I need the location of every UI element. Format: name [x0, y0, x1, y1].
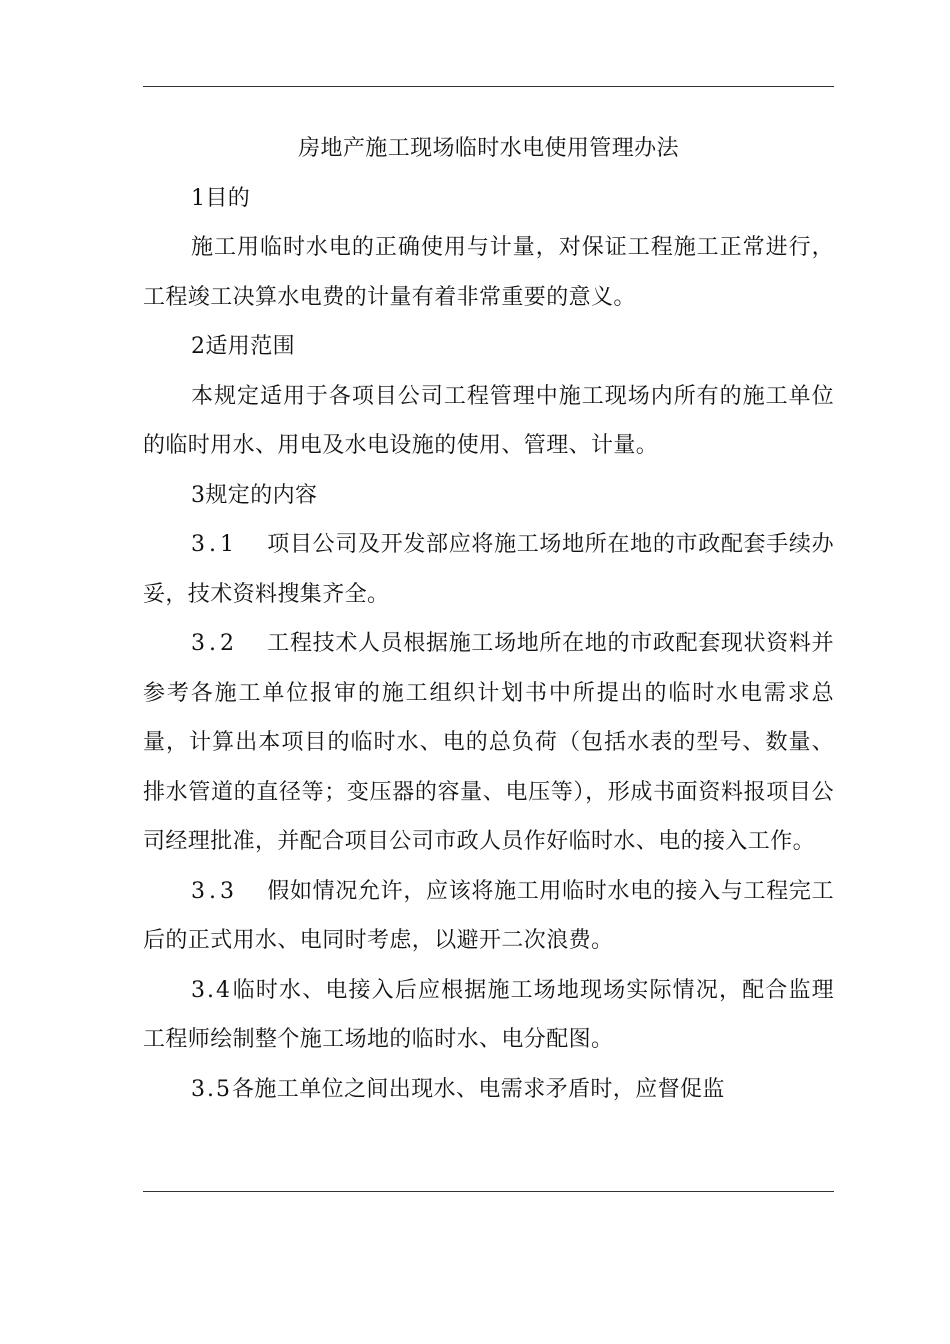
clause-3-1: [143, 520, 834, 619]
clause-3-3: [143, 867, 834, 966]
clause-number: 3.5: [191, 1076, 232, 1102]
paragraph-scope: 本规定适用于各项目公司工程管理中施工现场内所有的施工单位的临时用水、用电及水电设施的使用、管理、计量。: [143, 383, 834, 458]
clause-number: 3.1: [191, 532, 238, 557]
section-heading-scope: 2适用范围: [191, 334, 295, 359]
document-body: [143, 124, 834, 1114]
clause-number: 3.4: [191, 977, 232, 1003]
clause-3-4: [143, 966, 834, 1065]
header-rule: [143, 86, 834, 87]
clause-number: 3.2: [191, 631, 238, 656]
clause-3-2: [143, 619, 834, 867]
clause-text: 临时水、电接入后应根据施工场地现场实际情况，配合监理工程师绘制整个施工场地的临时水、电分配图。: [143, 977, 834, 1052]
clause-3-5: [143, 1065, 834, 1115]
clause-number: 3.3: [191, 878, 238, 904]
section-heading-purpose: 1目的: [191, 185, 251, 211]
clause-text: 项目公司及开发部应将施工场地所在地的市政配套手续办妥，技术资料搜集齐全。: [143, 532, 834, 607]
clause-text: 工程技术人员根据施工场地所在地的市政配套现状资料并参考各施工单位报审的施工组织计划书中所提出的临时水电需求总量，计算出本项目的临时水、电的总负荷（包括水表的型号、数量、排水管道的直径等；变压器的容量、电压等），形成书面资料报项目公司经理批准，并配合项目公司市政人员作好临时水、电的接入工作。: [143, 631, 834, 854]
clause-text: 假如情况允许，应该将施工用临时水电的接入与工程完工后的正式用水、电同时考虑，以避开二次浪费。: [143, 878, 834, 953]
paragraph-purpose: 施工用临时水电的正确使用与计量，对保证工程施工正常进行，工程竣工决算水电费的计量有着非常重要的意义。: [143, 235, 834, 310]
clause-text: 各施工单位之间出现水、电需求矛盾时，应督促监: [232, 1076, 725, 1102]
section-heading-content: 3规定的内容: [191, 482, 318, 508]
document-title: 房地产施工现场临时水电使用管理办法: [298, 136, 679, 161]
footer-rule: [143, 1191, 834, 1192]
